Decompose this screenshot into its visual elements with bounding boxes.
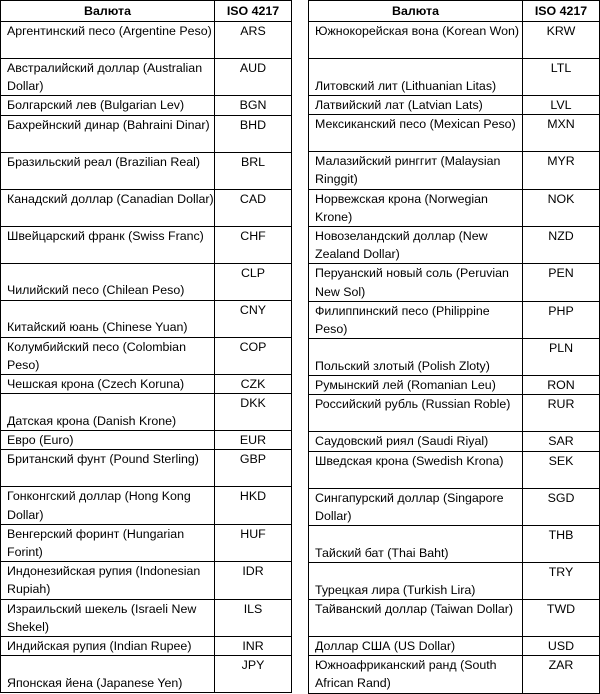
- currency-name: Бахрейнский динар (Bahraini Dinar): [1, 115, 215, 152]
- iso-code: USD: [523, 637, 600, 656]
- table-row: [309, 432, 600, 451]
- currency-name: Швейцарский франк (Swiss Franc): [1, 226, 215, 263]
- table-row: [1, 22, 292, 59]
- iso-code: BRL: [215, 152, 292, 189]
- iso-code: ILS: [215, 599, 292, 636]
- table-row: [309, 152, 600, 189]
- currency-name: Латвийский лат (Latvian Lats): [309, 96, 523, 115]
- currency-name: Бразильский реал (Brazilian Real): [1, 152, 215, 189]
- iso-code: SAR: [523, 432, 600, 451]
- iso-code: TRY: [523, 563, 600, 600]
- table-row: [1, 96, 292, 115]
- currency-name: Израильский шекель (Israeli New Shekel): [1, 599, 215, 636]
- iso-code: JPY: [215, 656, 292, 693]
- currency-name: Болгарский лев (Bulgarian Lev): [1, 96, 215, 115]
- header-row: [1, 1, 292, 22]
- iso-code: ZAR: [523, 656, 600, 693]
- table-row: [309, 22, 600, 59]
- table-row: [1, 115, 292, 152]
- currency-name: Индийская рупия (Indian Rupee): [1, 637, 215, 656]
- table-row: [309, 488, 600, 525]
- currency-name: Мексиканский песо (Mexican Peso): [309, 115, 523, 152]
- currency-name: Южноафриканский ранд (South African Rand): [309, 656, 523, 693]
- currency-name: Британский фунт (Pound Sterling): [1, 450, 215, 487]
- table-row: [1, 263, 292, 300]
- iso-code: HKD: [215, 487, 292, 524]
- table-row: [1, 300, 292, 337]
- iso-code: AUD: [215, 59, 292, 96]
- iso-code: MYR: [523, 152, 600, 189]
- iso-code: DKK: [215, 394, 292, 431]
- iso-code: BHD: [215, 115, 292, 152]
- iso-code: COP: [215, 337, 292, 374]
- currency-name: Перуанский новый соль (Peruvian New Sol): [309, 264, 523, 301]
- currency-name: Шведская крона (Swedish Krona): [309, 451, 523, 488]
- iso-code: LTL: [523, 59, 600, 96]
- header-iso: ISO 4217: [215, 1, 292, 22]
- currency-name: Евро (Euro): [1, 431, 215, 450]
- table-row: [1, 524, 292, 561]
- iso-code: PLN: [523, 339, 600, 376]
- iso-code: CNY: [215, 300, 292, 337]
- iso-code: HUF: [215, 524, 292, 561]
- table-row: [309, 227, 600, 264]
- currency-name: Японская йена (Japanese Yen): [1, 656, 215, 693]
- currency-name: Чешская крона (Czech Koruna): [1, 375, 215, 394]
- iso-code: IDR: [215, 562, 292, 599]
- table-row: [309, 115, 600, 152]
- currency-name: Румынский лей (Romanian Leu): [309, 376, 523, 395]
- currency-name: Гонконгский доллар (Hong Kong Dollar): [1, 487, 215, 524]
- iso-code: BGN: [215, 96, 292, 115]
- table-row: [309, 395, 600, 432]
- currency-name: Тайванский доллар (Taiwan Dollar): [309, 600, 523, 637]
- table-row: [1, 337, 292, 374]
- currency-table-right: [308, 0, 600, 694]
- table-row: [309, 526, 600, 563]
- currency-name: Колумбийский песо (Colombian Peso): [1, 337, 215, 374]
- table-row: [1, 394, 292, 431]
- table-row: [309, 376, 600, 395]
- currency-name: Филиппинский песо (Philippine Peso): [309, 301, 523, 338]
- iso-code: CLP: [215, 263, 292, 300]
- table-row: [309, 301, 600, 338]
- table-row: [309, 600, 600, 637]
- iso-code: INR: [215, 637, 292, 656]
- iso-code: NOK: [523, 189, 600, 226]
- iso-code: PHP: [523, 301, 600, 338]
- currency-table-left: [0, 0, 292, 693]
- iso-code: CHF: [215, 226, 292, 263]
- table-row: [1, 599, 292, 636]
- iso-code: MXN: [523, 115, 600, 152]
- left-body: [1, 22, 292, 693]
- iso-code: EUR: [215, 431, 292, 450]
- iso-code: RON: [523, 376, 600, 395]
- iso-code: GBP: [215, 450, 292, 487]
- iso-code: RUR: [523, 395, 600, 432]
- table-row: [1, 562, 292, 599]
- currency-name: Саудовский риял (Saudi Riyal): [309, 432, 523, 451]
- table-row: [309, 339, 600, 376]
- iso-code: TWD: [523, 600, 600, 637]
- iso-code: ARS: [215, 22, 292, 59]
- iso-code: SGD: [523, 488, 600, 525]
- header-currency: Валюта: [1, 1, 215, 22]
- iso-code: NZD: [523, 227, 600, 264]
- header-row: [309, 1, 600, 22]
- currency-name: Сингапурский доллар (Singapore Dollar): [309, 488, 523, 525]
- table-row: [1, 656, 292, 693]
- iso-code: CZK: [215, 375, 292, 394]
- currency-name: Южнокорейская вона (Korean Won): [309, 22, 523, 59]
- currency-name: Норвежская крона (Norwegian Krone): [309, 189, 523, 226]
- table-row: [1, 59, 292, 96]
- table-row: [1, 375, 292, 394]
- table-row: [1, 189, 292, 226]
- currency-name: Тайский бат (Thai Baht): [309, 526, 523, 563]
- table-row: [1, 637, 292, 656]
- table-row: [309, 96, 600, 115]
- iso-code: THB: [523, 526, 600, 563]
- currency-name: Чилийский песо (Chilean Peso): [1, 263, 215, 300]
- table-row: [309, 451, 600, 488]
- table-row: [1, 450, 292, 487]
- currency-name: Канадский доллар (Canadian Dollar): [1, 189, 215, 226]
- currency-name: Датская крона (Danish Krone): [1, 394, 215, 431]
- currency-name: Новозеландский доллар (New Zealand Dollar): [309, 227, 523, 264]
- table-row: [1, 431, 292, 450]
- currency-name: Литовский лит (Lithuanian Litas): [309, 59, 523, 96]
- iso-code: LVL: [523, 96, 600, 115]
- table-row: [1, 226, 292, 263]
- currency-name: Китайский юань (Chinese Yuan): [1, 300, 215, 337]
- header-iso: ISO 4217: [523, 1, 600, 22]
- table-row: [1, 152, 292, 189]
- header-currency: Валюта: [309, 1, 523, 22]
- currency-name: Аргентинский песо (Argentine Peso): [1, 22, 215, 59]
- currency-name: Доллар США (US Dollar): [309, 637, 523, 656]
- table-row: [309, 637, 600, 656]
- table-row: [1, 487, 292, 524]
- iso-code: CAD: [215, 189, 292, 226]
- table-row: [309, 59, 600, 96]
- iso-code: KRW: [523, 22, 600, 59]
- currency-name: Австралийский доллар (Australian Dollar): [1, 59, 215, 96]
- currency-name: Российский рубль (Russian Roble): [309, 395, 523, 432]
- currency-name: Польский злотый (Polish Zloty): [309, 339, 523, 376]
- currency-name: Малазийский ринггит (Malaysian Ringgit): [309, 152, 523, 189]
- currency-name: Венгерский форинт (Hungarian Forint): [1, 524, 215, 561]
- table-row: [309, 656, 600, 693]
- table-row: [309, 189, 600, 226]
- table-row: [309, 264, 600, 301]
- iso-code: PEN: [523, 264, 600, 301]
- currency-name: Индонезийская рупия (Indonesian Rupiah): [1, 562, 215, 599]
- iso-code: SEK: [523, 451, 600, 488]
- table-row: [309, 563, 600, 600]
- currency-name: Турецкая лира (Turkish Lira): [309, 563, 523, 600]
- right-body: [309, 22, 600, 694]
